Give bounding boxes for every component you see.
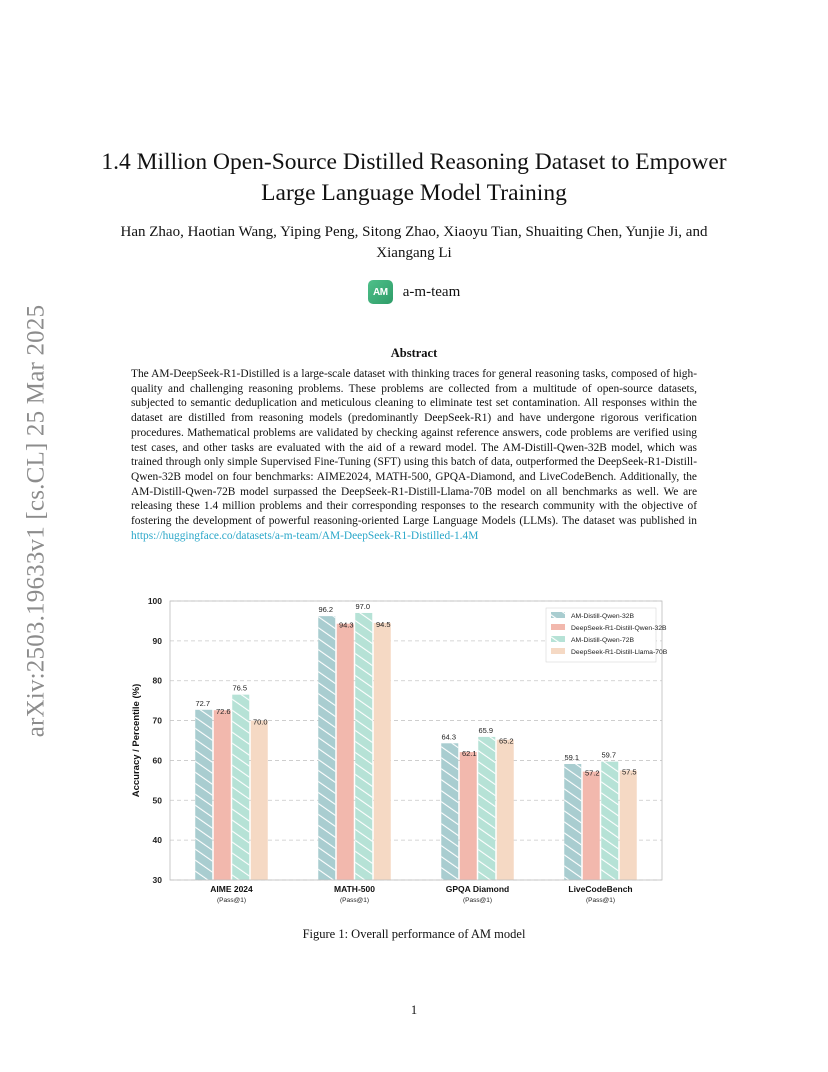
legend-swatch bbox=[551, 624, 565, 630]
bar-value-label: 94.3 bbox=[338, 620, 354, 630]
x-category-sublabel: (Pass@1) bbox=[586, 897, 615, 904]
bar-value-label: 57.5 bbox=[621, 767, 637, 777]
y-tick-label: 30 bbox=[152, 875, 162, 885]
bar bbox=[214, 710, 231, 880]
bar-hatch bbox=[355, 613, 372, 880]
x-category-label: LiveCodeBench bbox=[568, 884, 633, 894]
bar-value-label: 96.2 bbox=[318, 605, 334, 615]
bar-hatch bbox=[318, 616, 335, 880]
bar-value-label: 57.2 bbox=[584, 768, 600, 778]
bar-value-label: 62.1 bbox=[461, 749, 477, 759]
bar-hatch bbox=[195, 710, 212, 880]
x-category-label: GPQA Diamond bbox=[445, 884, 510, 894]
paper-title: 1.4 Million Open-Source Distilled Reasoning Dataset to Empower Large Language Model Training bbox=[101, 149, 727, 206]
y-tick-label: 70 bbox=[152, 715, 162, 726]
x-category-sublabel: (Pass@1) bbox=[217, 897, 246, 904]
performance-figure bbox=[128, 594, 698, 906]
y-tick-label: 60 bbox=[152, 755, 162, 766]
page-number: 1 bbox=[410, 1003, 418, 1017]
legend-entry-label: AM-Distill-Qwen-72B bbox=[571, 637, 635, 644]
bar bbox=[460, 752, 477, 880]
bar-value-label: 72.6 bbox=[215, 707, 231, 717]
y-tick-label: 90 bbox=[152, 635, 162, 646]
figure-caption: Figure 1: Overall performance of AM model bbox=[302, 927, 526, 941]
bar-value-label: 94.5 bbox=[375, 619, 391, 629]
y-axis-label: Accuracy / Percentile (%) bbox=[131, 683, 142, 798]
dataset-link[interactable]: https://huggingface.co/datasets/a-m-team/AM-DeepSeek-R1-Distilled-1.4M bbox=[131, 529, 479, 542]
bar bbox=[583, 772, 600, 880]
bar-value-label: 59.7 bbox=[601, 750, 617, 760]
x-category-label: AIME 2024 bbox=[210, 884, 253, 894]
bar-value-label: 64.3 bbox=[441, 732, 457, 742]
bar-hatch bbox=[564, 764, 581, 880]
x-category-label: MATH-500 bbox=[334, 884, 375, 894]
y-tick-label: 80 bbox=[152, 675, 162, 686]
legend-entry-label: AM-Distill-Qwen-32B bbox=[571, 613, 635, 620]
legend-entry-label: DeepSeek-R1-Distill-Llama-70B bbox=[571, 649, 668, 656]
team-affiliation bbox=[0, 280, 828, 304]
y-tick-label: 100 bbox=[147, 596, 162, 606]
bar-value-label: 72.7 bbox=[195, 698, 211, 708]
y-tick-label: 40 bbox=[152, 835, 162, 846]
team-name: a-m-team bbox=[402, 283, 461, 300]
bar-hatch bbox=[232, 695, 249, 880]
abstract-body bbox=[131, 367, 697, 543]
team-logo-icon: AM bbox=[368, 280, 393, 304]
performance-bar-chart bbox=[128, 594, 698, 906]
bar-hatch bbox=[601, 762, 618, 880]
legend-swatch bbox=[551, 648, 565, 654]
legend-entry-label: DeepSeek-R1-Distill-Qwen-32B bbox=[571, 625, 667, 632]
bar-value-label: 65.9 bbox=[478, 725, 494, 735]
legend-swatch-hatch bbox=[551, 636, 565, 642]
abstract-heading: Abstract bbox=[390, 346, 438, 360]
legend-swatch-hatch bbox=[551, 612, 565, 618]
bar bbox=[497, 740, 514, 880]
abstract-text: The AM-DeepSeek-R1-Distilled is a large-scale dataset with thinking traces for general reasoning tasks, composed of high-quality and challenging reasoning problems. These problems are collected from a multitude of open-source datasets, subjected to semantic deduplication and meticulous cleaning to eliminate test set contamination. All responses within the dataset are distilled from reasoning models (predominantly DeepSeek-R1) and have undergone rigorous verification procedures. Mathematical problems are validated by checking against reference answers, code problems are verified using test cases, and other tasks are evaluated with the aid of a reward model. The AM-Distill-Qwen-32B model, which was trained through only simple Supervised Fine-Tuning (SFT) using this batch of data, outperformed the DeepSeek-R1-Distill-Qwen-32B model on four benchmarks: AIME2024, MATH-500, GPQA-Diamond, and LiveCodeBench. Additionally, the AM-Distill-Qwen-72B model surpassed the DeepSeek-R1-Distill-Llama-70B model on all benchmarks as well. We are releasing these 1.4 million problems and their corresponding responses to the research community with the objective of fostering the development of powerful reasoning-oriented Large Language Models (LLMs). The dataset was published in bbox=[131, 368, 697, 528]
y-tick-label: 50 bbox=[152, 795, 162, 806]
x-category-sublabel: (Pass@1) bbox=[340, 897, 369, 904]
bar bbox=[337, 624, 354, 880]
arxiv-identifier-text: arXiv:2503.19633v1 [cs.CL] 25 Mar 2025 bbox=[22, 304, 50, 738]
bar-value-label: 70.0 bbox=[252, 717, 268, 727]
bar-value-label: 76.5 bbox=[232, 683, 248, 693]
bar-hatch bbox=[478, 737, 495, 880]
bar bbox=[251, 721, 268, 880]
paper-authors: Han Zhao, Haotian Wang, Yiping Peng, Sitong Zhao, Xiaoyu Tian, Shuaiting Chen, Yunjie Ji, and Xiangang Li bbox=[120, 224, 708, 261]
bar-value-label: 65.2 bbox=[498, 736, 514, 746]
bar-value-label: 97.0 bbox=[355, 601, 371, 611]
bar bbox=[374, 623, 391, 880]
bar bbox=[620, 770, 637, 880]
bar-hatch bbox=[441, 743, 458, 880]
x-category-sublabel: (Pass@1) bbox=[463, 897, 492, 904]
bar-value-label: 59.1 bbox=[564, 753, 580, 763]
